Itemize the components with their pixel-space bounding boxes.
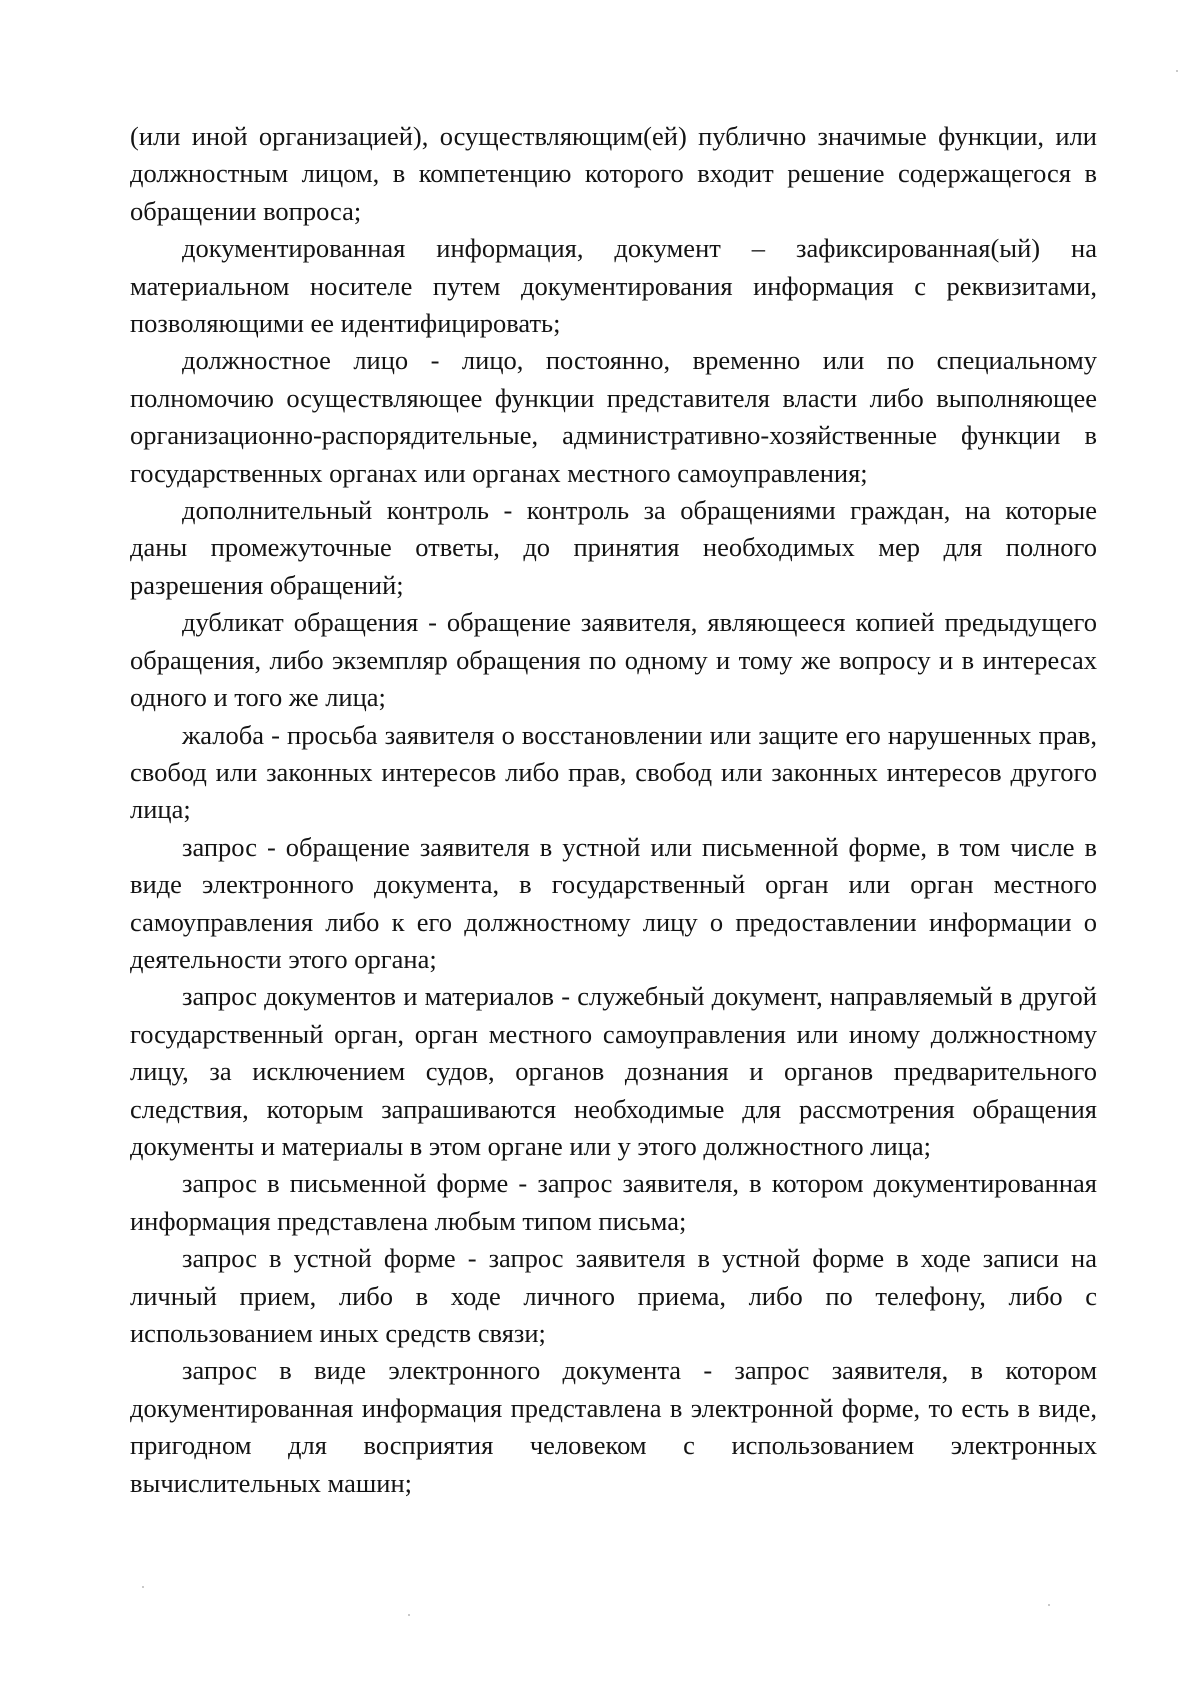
paragraph-complaint: жалоба - просьба заявителя о восстановлении или защите его нарушенных прав, свобод или законных интересов либо прав, свобод или законных интересов другого лица; — [130, 719, 1097, 825]
scan-speck — [408, 1614, 410, 1616]
paragraph-additional-control: дополнительный контроль - контроль за обращениями граждан, на которые даны промежуточные ответы, до принятия необходимых мер для полного разрешения обращений; — [130, 495, 1097, 600]
scan-speck — [1048, 1604, 1050, 1606]
paragraph-continuation: (или иной организацией), осуществляющим(ей) публично значимые функции, или должностным лицом, в компетенцию которого входит решение содержащегося в обращении вопроса; — [130, 121, 1097, 226]
paragraph-request: запрос - обращение заявителя в устной или письменной форме, в том числе в виде электронного документа, в государственный орган или орган местного самоуправления либо к его должностному лицу о предоставлении информации о деятельности этого органа; — [130, 831, 1097, 974]
paragraph-documented-information: документированная информация, документ – зафиксированная(ый) на материальном носителе путем документирования информация с реквизитами, позволяющими ее идентифицировать; — [130, 233, 1097, 339]
paragraph-duplicate-appeal: дубликат обращения - обращение заявителя, являющееся копией предыдущего обращения, либо экземпляр обращения по одному и тому же вопросу и в интересах одного и того же лица; — [130, 607, 1097, 713]
paragraph-oral-request: запрос в устной форме - запрос заявителя в устной форме в ходе записи на личный прием, либо в ходе личного приема, либо по телефону, либо с использованием иных средств связи; — [130, 1243, 1097, 1348]
paragraph-written-request: запрос в письменной форме - запрос заявителя, в котором документированная информация представлена любым типом письма; — [130, 1168, 1097, 1236]
paragraph-official: должностное лицо - лицо, постоянно, временно или по специальному полномочию осуществляющее функции представителя власти либо выполняющее организационно-распорядительные, административно-хозяйственные функции в государственных органах или органах местного самоуправления; — [130, 345, 1097, 488]
scan-speck — [1176, 70, 1178, 72]
document-body — [130, 118, 1097, 1502]
paragraph-electronic-request: запрос в виде электронного документа - запрос заявителя, в котором документированная информация представлена в электронной форме, то есть в виде, пригодном для восприятия человеком с использованием электронных вычислительных машин; — [130, 1355, 1097, 1498]
paragraph-request-documents: запрос документов и материалов - служебный документ, направляемый в другой государственный орган, орган местного самоуправления или иному должностному лицу, за исключением судов, органов дознания и органов предварительного следствия, которым запрашиваются необходимые для рассмотрения обращения документы и материалы в этом органе или у этого должностного лица; — [130, 981, 1097, 1161]
scan-speck — [142, 1586, 144, 1588]
